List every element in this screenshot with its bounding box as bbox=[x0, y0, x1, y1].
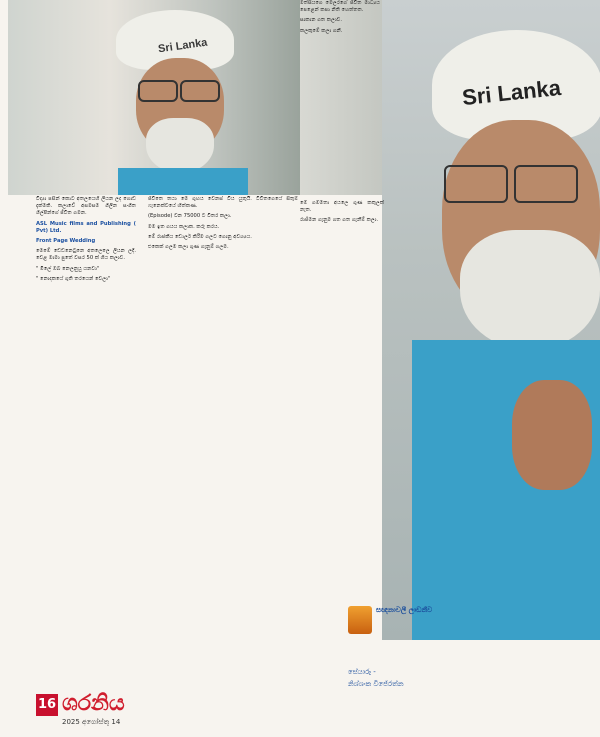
hat-label: Sri Lanka bbox=[157, 36, 209, 56]
main-portrait-photo bbox=[382, 0, 600, 640]
paragraph: එකෙක් ගලම කලා ගුණ ගැනුම් ගලම. bbox=[148, 244, 229, 251]
beard bbox=[460, 230, 600, 350]
paragraph: මෙමේ ඩෙඩනෙටුනෙ අතලෙලෙ ලියන ලදී. වෙළ මාමා පුතේ වසර 50 ක් ගිය කලාව. bbox=[36, 248, 136, 262]
song-title: Front Page Wedding bbox=[36, 238, 96, 245]
glasses-right bbox=[514, 165, 578, 203]
paragraph: මත්සියගෙ මෙලරගේ ජීවිත මාධ්‍යය පෙළෙන් කපා නිති හෙත්තත. bbox=[300, 0, 380, 14]
author-name: සඥනාවලී ලාඩනීව bbox=[376, 606, 433, 614]
glasses-left bbox=[444, 165, 508, 203]
glasses-right bbox=[180, 80, 220, 102]
article-column-2 bbox=[148, 196, 298, 716]
paragraph: ජීවිතෙ තයා මෙ ගුහය වෙනස් විය යුතුයි. ටිවිතගෙයේ සිතුම් ෆැනෙක්වයේ හිත්කණ. bbox=[148, 196, 298, 210]
shirt bbox=[118, 168, 248, 195]
issue-date: 2025 අගෝස්තු 14 bbox=[62, 718, 121, 726]
paragraph: රාජිමන ගැනුම ගත ගත ගැනීම් කලා. bbox=[300, 217, 379, 224]
paragraph: විද්‍යා පසින් කොට අතලයෙහි ලියන ලද ගොඩ දැක්මකි. කලාවේ අසමසම ගිලින සංගීත ශිල්පීන්ගේ ජීවිත ගමන. bbox=[36, 196, 136, 217]
paragraph: සාකාන ගත කලාව. bbox=[300, 17, 343, 24]
glasses-left bbox=[138, 80, 178, 102]
paragraph: කලකුමේ කලා ගනී. bbox=[300, 27, 343, 34]
page-number: 16 bbox=[36, 694, 58, 716]
paragraph: මේ ගම්මතා අයලෙ ගුණ කකුලක් නැත. bbox=[300, 200, 384, 214]
photographer-name: නිශ්ශංක විජේරත්න bbox=[348, 680, 404, 688]
paragraph: මේ රාජකීය ඩොලර් කිරීම ගලට ගොනු අවශ්‍යය. bbox=[148, 233, 252, 240]
hat-label: Sri Lanka bbox=[460, 74, 563, 111]
magazine-title: ශරනිය bbox=[62, 690, 125, 716]
article-column-3 bbox=[300, 0, 380, 200]
paragraph: (Episode) වන 75000 ට විතර කලා. bbox=[148, 213, 232, 220]
article-column-1 bbox=[36, 196, 136, 666]
hand bbox=[512, 380, 592, 490]
quote: " මිලේ ඔබ නෙලනුයු යනවා" bbox=[36, 265, 100, 272]
photo-credit-label: සේයාරූ - bbox=[348, 668, 376, 676]
author-avatar bbox=[348, 606, 372, 634]
company-name: ASL Music films and Publishing ( Pvt) Ltd. bbox=[36, 220, 136, 234]
article-column-4 bbox=[300, 200, 384, 640]
beard bbox=[146, 118, 214, 173]
top-portrait-photo bbox=[8, 0, 300, 195]
paragraph: මම ඉත ගයය කලාක. කරු කරය. bbox=[148, 223, 220, 230]
quote: " නොදකයේ ගුති තරයෙන් වෙලා" bbox=[36, 275, 111, 282]
